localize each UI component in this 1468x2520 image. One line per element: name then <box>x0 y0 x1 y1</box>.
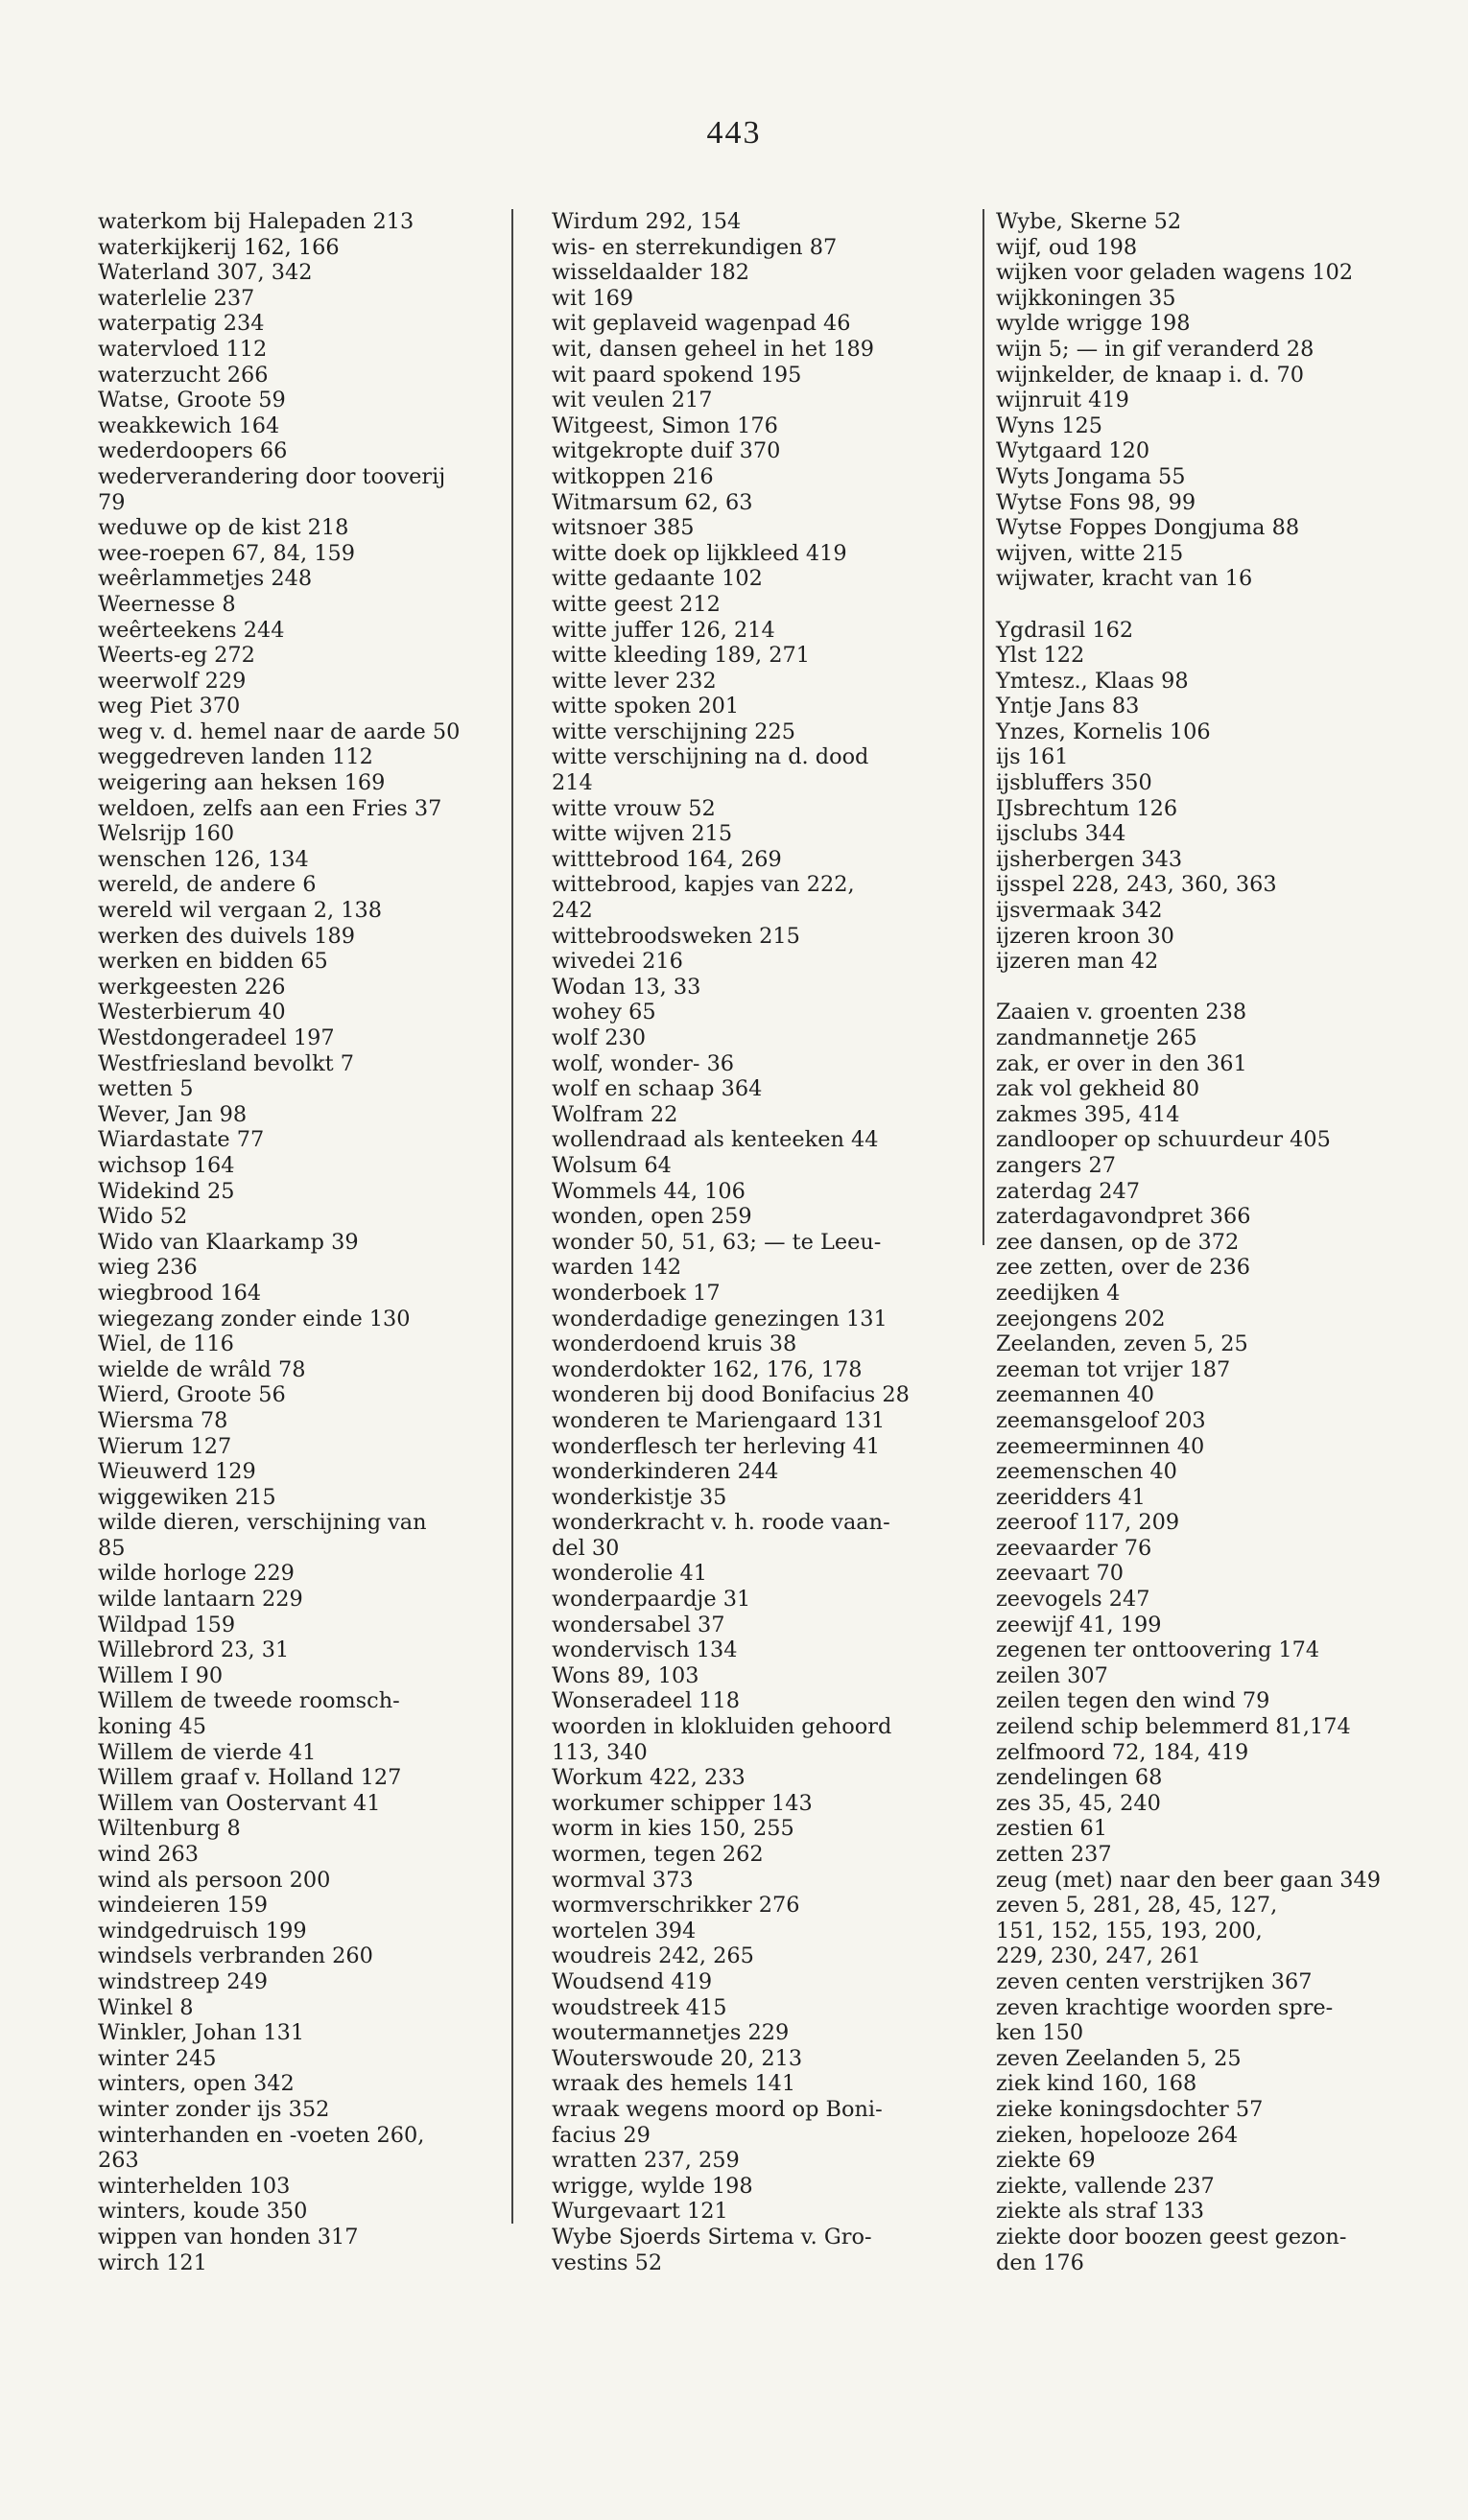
index-entry: IJsbrechtum 126 <box>996 795 1178 821</box>
index-entry: ijzeren kroon 30 <box>996 923 1174 949</box>
index-entry: wisseldaalder 182 <box>552 260 750 286</box>
index-entry: zangers 27 <box>996 1152 1116 1178</box>
index-entry: waterkom bij Halepaden 213 <box>98 209 414 234</box>
index-entry: zeemannen 40 <box>996 1382 1154 1408</box>
index-entry: zeven krachtige woorden spre- <box>996 1994 1334 2020</box>
index-entry: wit paard spokend 195 <box>552 362 802 388</box>
index-entry: 229, 230, 247, 261 <box>996 1943 1201 1969</box>
index-entry: Ynzes, Kornelis 106 <box>996 718 1211 744</box>
index-entry: woorden in klokluiden gehoord <box>552 1714 892 1740</box>
index-entry: ziekte, vallende 237 <box>996 2173 1215 2199</box>
index-entry: 242 <box>552 898 593 924</box>
index-entry: wohey 65 <box>552 1000 656 1025</box>
index-entry: witte gedaante 102 <box>552 566 763 592</box>
index-entry: zeilen tegen den wind 79 <box>996 1688 1270 1714</box>
index-entry: wittebroodsweken 215 <box>552 923 800 949</box>
index-entry: Weernesse 8 <box>98 591 236 617</box>
index-entry: zeewijf 41, 199 <box>996 1612 1162 1637</box>
index-entry: Workum 422, 233 <box>552 1765 746 1791</box>
index-entry: winterhelden 103 <box>98 2173 291 2199</box>
index-entry: Ylst 122 <box>996 643 1085 669</box>
index-entry: wis- en sterrekundigen 87 <box>552 234 838 260</box>
index-entry: Yntje Jans 83 <box>996 694 1140 719</box>
index-entry: Wieuwerd 129 <box>98 1459 256 1485</box>
index-entry: zeven Zeelanden 5, 25 <box>996 2045 1242 2071</box>
index-entry: zeeridders 41 <box>996 1484 1146 1510</box>
index-entry: Wybe, Skerne 52 <box>996 209 1182 234</box>
index-entry: Wiardastate 77 <box>98 1127 265 1153</box>
column-divider <box>983 209 984 1245</box>
index-entry: Wido van Klaarkamp 39 <box>98 1229 359 1255</box>
index-entry: witte geest 212 <box>552 591 721 617</box>
index-entry: 214 <box>552 770 593 796</box>
index-entry: wondervisch 134 <box>552 1637 738 1663</box>
index-entry: Widekind 25 <box>98 1178 235 1204</box>
index-entry: Winkler, Johan 131 <box>98 2020 305 2046</box>
index-entry: wolf en schaap 364 <box>552 1076 763 1102</box>
index-entry: wraak des hemels 141 <box>552 2071 796 2097</box>
index-entry: Watse, Groote 59 <box>98 388 286 413</box>
index-entry: wit geplaveid wagenpad 46 <box>552 311 851 337</box>
index-entry: woudstreek 415 <box>552 1994 727 2020</box>
index-entry: witgekropte duif 370 <box>552 438 781 464</box>
index-entry: wonderkracht v. h. roode vaan- <box>552 1510 890 1536</box>
index-entry: zeilen 307 <box>996 1662 1108 1688</box>
index-entry: wonden, open 259 <box>552 1204 752 1230</box>
index-entry: wollendraad als kenteeken 44 <box>552 1127 879 1153</box>
index-entry: wijf, oud 198 <box>996 234 1138 260</box>
index-entry: zak, er over in den 361 <box>996 1050 1247 1076</box>
column-divider <box>511 209 513 2224</box>
index-entry: zetten 237 <box>996 1842 1112 1867</box>
index-entry: witte verschijning na d. dood <box>552 744 869 770</box>
index-entry: ijsclubs 344 <box>996 821 1126 847</box>
index-entry: winterhanden en -voeten 260, <box>98 2122 425 2148</box>
index-entry: wijven, witte 215 <box>996 540 1184 566</box>
index-entry: winters, open 342 <box>98 2071 295 2097</box>
index-entry: wereld, de andere 6 <box>98 872 317 898</box>
index-entry: wippen van honden 317 <box>98 2224 359 2249</box>
index-entry: windgedruisch 199 <box>98 1918 307 1943</box>
index-entry: wratten 237, 259 <box>552 2148 740 2174</box>
index-entry: weigering aan heksen 169 <box>98 770 386 796</box>
index-entry: Wytgaard 120 <box>996 438 1150 464</box>
index-entry: wraak wegens moord op Boni- <box>552 2096 883 2122</box>
index-entry: wonderflesch ter herleving 41 <box>552 1433 881 1459</box>
index-entry: woutermannetjes 229 <box>552 2020 790 2046</box>
index-entry: Witmarsum 62, 63 <box>552 489 753 515</box>
index-entry: witte kleeding 189, 271 <box>552 643 810 669</box>
index-entry: zeven 5, 281, 28, 45, 127, <box>996 1893 1278 1919</box>
index-entry: ijsvermaak 342 <box>996 898 1163 924</box>
index-entry: werken en bidden 65 <box>98 949 328 975</box>
index-entry: wijwater, kracht van 16 <box>996 566 1253 592</box>
index-entry: weduwe op de kist 218 <box>98 515 349 541</box>
index-entry: Willem van Oostervant 41 <box>98 1790 381 1816</box>
index-entry: Winkel 8 <box>98 1994 194 2020</box>
index-entry: Wiersma 78 <box>98 1407 228 1433</box>
index-entry: Willem graaf v. Holland 127 <box>98 1765 402 1791</box>
index-entry: wonderboek 17 <box>552 1280 721 1306</box>
index-entry: Wever, Jan 98 <box>98 1101 248 1127</box>
index-entry: wonderen te Mariengaard 131 <box>552 1407 886 1433</box>
index-entry: zeemansgeloof 203 <box>996 1407 1206 1433</box>
index-entry: Wytse Fons 98, 99 <box>996 489 1196 515</box>
index-entry: zeejongens 202 <box>996 1306 1166 1331</box>
index-entry: waterzucht 266 <box>98 362 269 388</box>
index-entry: Willem de vierde 41 <box>98 1739 317 1765</box>
index-entry: zeevaart 70 <box>996 1561 1124 1587</box>
index-entry: zeevaarder 76 <box>996 1535 1152 1561</box>
index-entry: wylde wrigge 198 <box>996 311 1191 337</box>
index-entry: witte vrouw 52 <box>552 795 716 821</box>
index-entry: ijzeren man 42 <box>996 949 1159 975</box>
index-entry: zeevogels 247 <box>996 1587 1150 1613</box>
index-entry: winter zonder ijs 352 <box>98 2096 330 2122</box>
index-entry: wit 169 <box>552 285 634 311</box>
index-entry: wonderdoend kruis 38 <box>552 1331 797 1357</box>
index-entry: Wiltenburg 8 <box>98 1816 241 1842</box>
index-entry: ziekte als straf 133 <box>996 2199 1204 2225</box>
index-column-3 <box>996 209 1399 2275</box>
index-entry: Woudsend 419 <box>552 1968 713 1994</box>
index-entry: wonderdadige genezingen 131 <box>552 1306 888 1331</box>
index-entry: workumer schipper 143 <box>552 1790 813 1816</box>
index-entry: wielde de wrâld 78 <box>98 1356 306 1382</box>
index-entry: wormverschrikker 276 <box>552 1893 800 1919</box>
index-entry: den 176 <box>996 2249 1084 2275</box>
index-entry: Waterland 307, 342 <box>98 260 313 286</box>
index-entry: zeven centen verstrijken 367 <box>996 1968 1313 1994</box>
index-entry: werkgeesten 226 <box>98 974 286 1000</box>
index-entry: weêrteekens 244 <box>98 617 285 643</box>
index-entry: wonderpaardje 31 <box>552 1587 751 1613</box>
index-entry: witsnoer 385 <box>552 515 695 541</box>
index-entry: windsels verbranden 260 <box>98 1943 373 1969</box>
index-entry: zeilend schip belemmerd 81,174 <box>996 1714 1351 1740</box>
index-entry: witte spoken 201 <box>552 694 740 719</box>
index-entry: wrigge, wylde 198 <box>552 2173 753 2199</box>
index-entry: weggedreven landen 112 <box>98 744 373 770</box>
index-entry: wereld wil vergaan 2, 138 <box>98 898 382 924</box>
index-entry: Wolfram 22 <box>552 1101 678 1127</box>
index-entry: zee zetten, over de 236 <box>996 1255 1251 1281</box>
index-entry: 85 <box>98 1535 126 1561</box>
index-entry: wormval 373 <box>552 1867 694 1893</box>
index-entry: ziekte 69 <box>996 2148 1096 2174</box>
index-entry: wit veulen 217 <box>552 388 713 413</box>
index-entry: weerwolf 229 <box>98 668 247 694</box>
index-entry: Wirdum 292, 154 <box>552 209 742 234</box>
index-entry: wolf, wonder- 36 <box>552 1050 735 1076</box>
index-entry: wind als persoon 200 <box>98 1867 331 1893</box>
index-entry: 263 <box>98 2148 139 2174</box>
index-entry: zendelingen 68 <box>996 1765 1163 1791</box>
index-entry: wortelen 394 <box>552 1918 697 1943</box>
index-entry: worm in kies 150, 255 <box>552 1816 794 1842</box>
section-gap <box>996 592 1399 618</box>
index-entry: zaterdag 247 <box>996 1178 1140 1204</box>
index-entry: wonderolie 41 <box>552 1561 708 1587</box>
index-entry: Wonseradeel 118 <box>552 1688 741 1714</box>
index-entry: witttebrood 164, 269 <box>552 846 782 872</box>
index-entry: weêrlammetjes 248 <box>98 566 313 592</box>
index-entry: Westerbierum 40 <box>98 1000 286 1025</box>
index-entry: Wytse Foppes Dongjuma 88 <box>996 515 1300 541</box>
index-entry: wijken voor geladen wagens 102 <box>996 260 1354 286</box>
index-entry: wolf 230 <box>552 1025 646 1050</box>
index-entry: warden 142 <box>552 1255 682 1281</box>
index-entry: ijsbluffers 350 <box>996 770 1152 796</box>
index-entry: zeedijken 4 <box>996 1280 1121 1306</box>
index-entry: weg Piet 370 <box>98 694 241 719</box>
index-entry: windstreep 249 <box>98 1968 268 1994</box>
index-entry: del 30 <box>552 1535 620 1561</box>
index-entry: zieke koningsdochter 57 <box>996 2096 1264 2122</box>
index-entry: Westfriesland bevolkt 7 <box>98 1050 355 1076</box>
index-entry: weakkewich 164 <box>98 412 280 438</box>
index-entry: zestien 61 <box>996 1816 1107 1842</box>
index-entry: weldoen, zelfs aan een Fries 37 <box>98 795 442 821</box>
index-entry: wonder 50, 51, 63; — te Leeu- <box>552 1229 882 1255</box>
index-entry: wiggewiken 215 <box>98 1484 276 1510</box>
index-entry: zee dansen, op de 372 <box>996 1229 1240 1255</box>
index-entry: ken 150 <box>996 2020 1084 2046</box>
index-entry: Westdongeradeel 197 <box>98 1025 335 1050</box>
index-entry: waterlelie 237 <box>98 285 255 311</box>
index-entry: weg v. d. hemel naar de aarde 50 <box>98 718 461 744</box>
index-entry: wijkkoningen 35 <box>996 285 1176 311</box>
section-gap <box>996 975 1399 1001</box>
index-entry: winters, koude 350 <box>98 2199 308 2225</box>
index-entry: wondersabel 37 <box>552 1612 725 1637</box>
index-entry: Ymtesz., Klaas 98 <box>996 668 1189 694</box>
index-entry: Witgeest, Simon 176 <box>552 412 778 438</box>
index-entry: ijsspel 228, 243, 360, 363 <box>996 872 1277 898</box>
index-entry: zeug (met) naar den beer gaan 349 <box>996 1867 1382 1893</box>
index-entry: Wouterswoude 20, 213 <box>552 2045 803 2071</box>
index-entry: zeeman tot vrijer 187 <box>996 1356 1231 1382</box>
index-entry: Wybe Sjoerds Sirtema v. Gro- <box>552 2224 872 2249</box>
index-entry: windeieren 159 <box>98 1893 268 1919</box>
index-entry: Willem I 90 <box>98 1662 224 1688</box>
index-entry: wonderdokter 162, 176, 178 <box>552 1356 863 1382</box>
index-entry: facius 29 <box>552 2122 651 2148</box>
page-number: 443 <box>706 115 762 151</box>
index-entry: Wierum 127 <box>98 1433 232 1459</box>
index-entry: Wodan 13, 33 <box>552 974 701 1000</box>
index-entry: witte wijven 215 <box>552 821 733 847</box>
index-entry: Wommels 44, 106 <box>552 1178 746 1204</box>
index-entry: wind 263 <box>98 1842 199 1867</box>
index-entry: witte doek op lijkkleed 419 <box>552 540 847 566</box>
index-entry: wenschen 126, 134 <box>98 846 309 872</box>
index-column-1 <box>98 209 501 2275</box>
index-entry: Wido 52 <box>98 1204 188 1230</box>
index-entry: witte lever 232 <box>552 668 717 694</box>
index-entry: waterpatig 234 <box>98 311 265 337</box>
index-entry: 113, 340 <box>552 1739 648 1765</box>
index-entry: zak vol gekheid 80 <box>996 1076 1200 1102</box>
index-entry: werken des duivels 189 <box>98 923 355 949</box>
index-entry: Willebrord 23, 31 <box>98 1637 290 1663</box>
index-entry: zeemeerminnen 40 <box>996 1433 1205 1459</box>
index-entry: Wolsum 64 <box>552 1152 672 1178</box>
index-entry: ijs 161 <box>996 744 1069 770</box>
index-entry: watervloed 112 <box>98 336 268 362</box>
index-entry: wiegezang zonder einde 130 <box>98 1306 411 1331</box>
index-entry: zieken, hopelooze 264 <box>996 2122 1239 2148</box>
index-entry: wijnkelder, de knaap i. d. 70 <box>996 362 1305 388</box>
index-entry: Wyts Jongama 55 <box>996 463 1186 489</box>
index-entry: witkoppen 216 <box>552 463 714 489</box>
index-entry: wilde lantaarn 229 <box>98 1587 303 1613</box>
index-entry: wee-roepen 67, 84, 159 <box>98 540 355 566</box>
index-entry: zes 35, 45, 240 <box>996 1790 1161 1816</box>
index-entry: wormen, tegen 262 <box>552 1842 764 1867</box>
index-entry: Zaaien v. groenten 238 <box>996 1000 1247 1025</box>
index-entry: Willem de tweede roomsch- <box>98 1688 400 1714</box>
index-entry: wittebrood, kapjes van 222, <box>552 872 855 898</box>
index-entry: 151, 152, 155, 193, 200, <box>996 1918 1263 1943</box>
index-entry: wivedei 216 <box>552 949 683 975</box>
index-entry: wilde dieren, verschijning van <box>98 1510 427 1536</box>
index-entry: ziek kind 160, 168 <box>996 2071 1197 2097</box>
index-entry: wonderen bij dood Bonifacius 28 <box>552 1382 910 1408</box>
index-entry: wieg 236 <box>98 1255 198 1281</box>
index-entry: Zeelanden, zeven 5, 25 <box>996 1331 1248 1357</box>
index-entry: winter 245 <box>98 2045 217 2071</box>
index-entry: 79 <box>98 489 126 515</box>
index-entry: Wiel, de 116 <box>98 1331 234 1357</box>
index-entry: Ygdrasil 162 <box>996 617 1134 643</box>
index-entry: wiegbrood 164 <box>98 1280 262 1306</box>
index-entry: zelfmoord 72, 184, 419 <box>996 1739 1249 1765</box>
index-entry: Wildpad 159 <box>98 1612 236 1637</box>
index-entry: woudreis 242, 265 <box>552 1943 754 1969</box>
index-entry: zakmes 395, 414 <box>996 1101 1180 1127</box>
index-entry: witte juffer 126, 214 <box>552 617 775 643</box>
index-entry: ijsherbergen 343 <box>996 846 1183 872</box>
index-entry: wichsop 164 <box>98 1152 235 1178</box>
index-entry: wonderkistje 35 <box>552 1484 727 1510</box>
index-entry: witte verschijning 225 <box>552 718 796 744</box>
index-entry: Wyns 125 <box>996 412 1102 438</box>
index-entry: waterkijkerij 162, 166 <box>98 234 340 260</box>
index-entry: Weerts-eg 272 <box>98 643 255 669</box>
index-entry: wijn 5; — in gif veranderd 28 <box>996 336 1314 362</box>
index-entry: Wons 89, 103 <box>552 1662 699 1688</box>
index-entry: wederdoopers 66 <box>98 438 288 464</box>
index-entry: Wurgevaart 121 <box>552 2199 728 2225</box>
index-entry: zandlooper op schuurdeur 405 <box>996 1127 1331 1153</box>
index-entry: wijnruit 419 <box>996 388 1129 413</box>
index-entry: wirch 121 <box>98 2249 207 2275</box>
index-entry: vestins 52 <box>552 2249 663 2275</box>
index-entry: wonderkinderen 244 <box>552 1459 779 1485</box>
index-entry: zandmannetje 265 <box>996 1025 1197 1050</box>
index-entry: koning 45 <box>98 1714 206 1740</box>
index-entry: wilde horloge 229 <box>98 1561 295 1587</box>
index-entry: zeeroof 117, 209 <box>996 1510 1180 1536</box>
index-entry: zeemenschen 40 <box>996 1459 1177 1485</box>
index-entry: wetten 5 <box>98 1076 194 1102</box>
index-entry: zaterdagavondpret 366 <box>996 1204 1251 1230</box>
index-entry: zegenen ter onttoovering 174 <box>996 1637 1320 1663</box>
index-entry: ziekte door boozen geest gezon- <box>996 2224 1347 2249</box>
index-column-2 <box>552 209 945 2275</box>
index-entry: wederverandering door tooverij <box>98 463 446 489</box>
index-entry: wit, dansen geheel in het 189 <box>552 336 874 362</box>
index-entry: Welsrijp 160 <box>98 821 235 847</box>
index-entry: Wierd, Groote 56 <box>98 1382 286 1408</box>
